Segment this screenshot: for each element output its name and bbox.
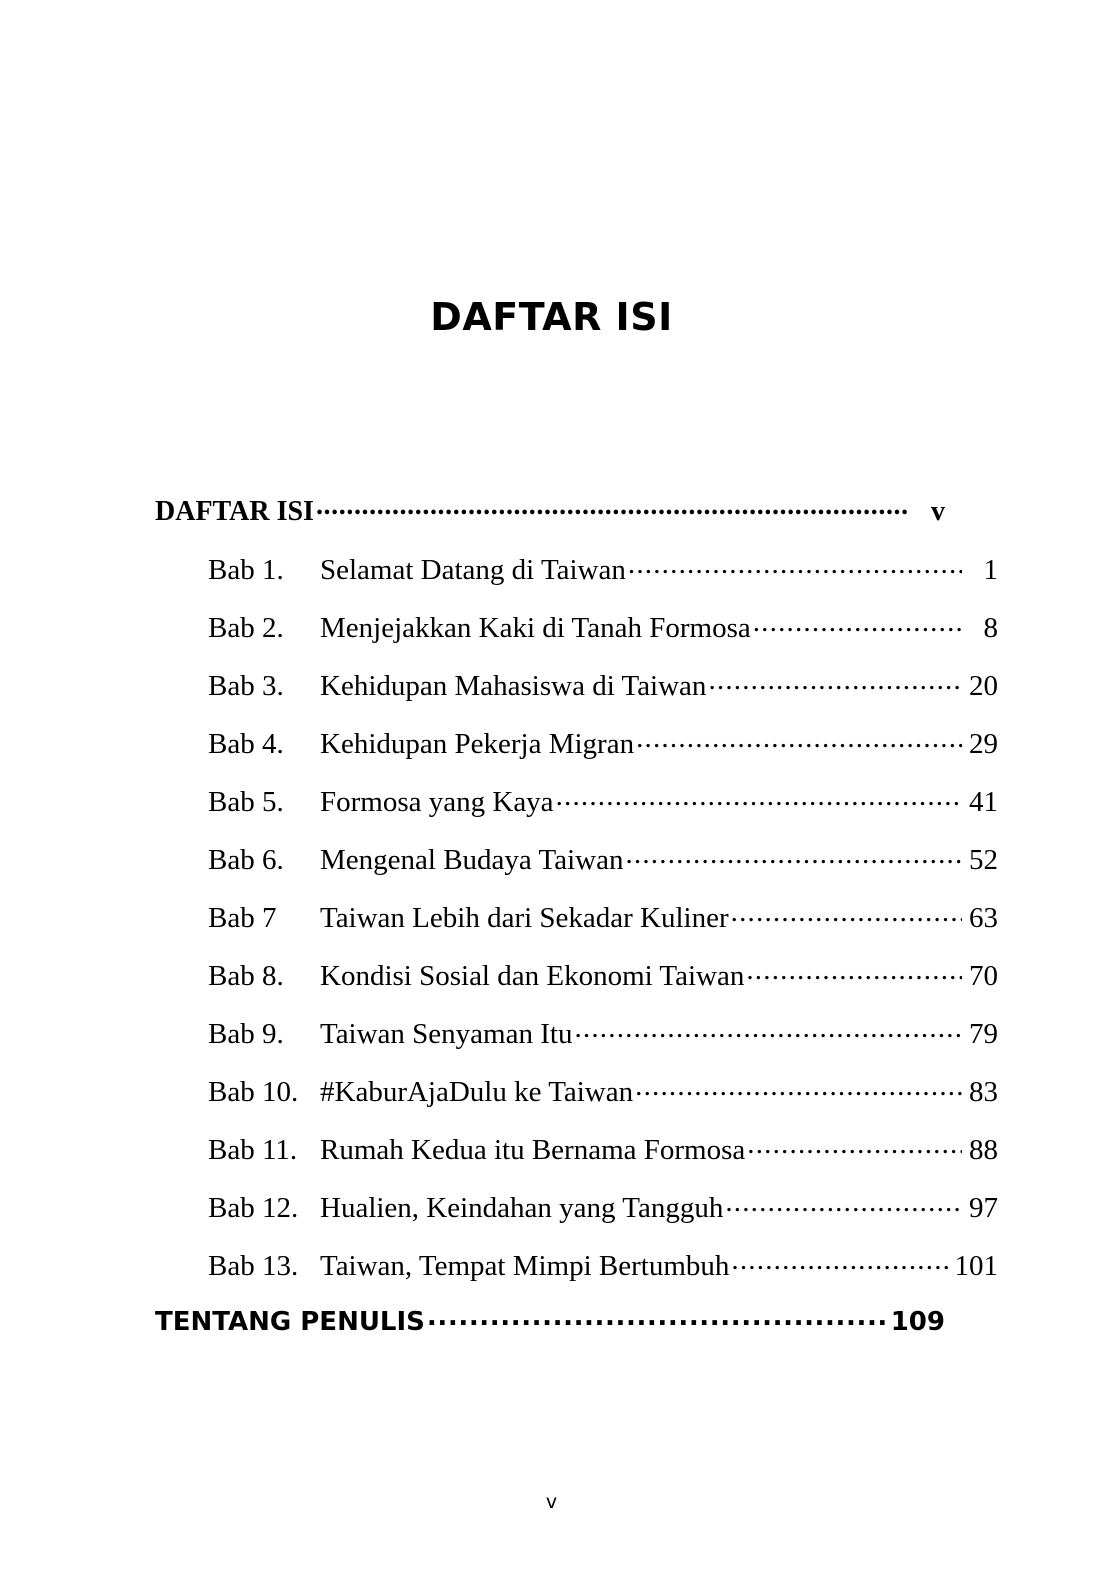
toc-entry-chapter-9[interactable] — [155, 1014, 998, 1049]
toc-entry-label: Bab 9. — [208, 1018, 284, 1050]
toc-entry-chapter-6[interactable] — [155, 840, 998, 875]
toc-entry-title: Taiwan, Tempat Mimpi Bertumbuh — [320, 1250, 730, 1282]
toc-entry-page: 8 — [983, 612, 998, 644]
toc-entry-title: Mengenal Budaya Taiwan — [320, 844, 624, 876]
dot-leader — [636, 724, 962, 753]
toc-entry-page: 83 — [969, 1076, 998, 1108]
dot-leader — [725, 1188, 962, 1217]
toc-entry-page: 29 — [969, 728, 998, 760]
toc-entry-label: Bab 1. — [208, 554, 284, 586]
toc-entry-chapter-1[interactable] — [155, 550, 998, 585]
dot-leader — [746, 956, 962, 985]
toc-entry-title: Kondisi Sosial dan Ekonomi Taiwan — [320, 960, 745, 992]
toc-entry-chapter-7[interactable] — [155, 898, 998, 933]
toc-entry-page: 109 — [890, 1307, 945, 1337]
toc-entry-chapter-10[interactable] — [155, 1072, 998, 1107]
toc-entry-page: 88 — [969, 1134, 998, 1166]
toc-entry-page: 20 — [969, 670, 998, 702]
toc-entry-title: Kehidupan Pekerja Migran — [320, 728, 635, 760]
dot-leader — [625, 840, 962, 869]
toc-entry-title: Taiwan Lebih dari Sekadar Kuliner — [320, 902, 729, 934]
toc-entry-chapter-3[interactable] — [155, 666, 998, 701]
toc-entry-label: Bab 5. — [208, 786, 284, 818]
toc-entry-chapter-13[interactable] — [155, 1246, 998, 1281]
toc-entry-page: 63 — [969, 902, 998, 934]
dot-leader — [708, 666, 962, 695]
toc-entry-title: Formosa yang Kaya — [320, 786, 554, 818]
toc-entry-label: TENTANG PENULIS — [155, 1307, 425, 1337]
toc-entry-title: Hualien, Keindahan yang Tangguh — [320, 1192, 724, 1224]
toc-entry-label: Bab 11. — [208, 1134, 298, 1166]
dot-leader — [635, 1072, 962, 1101]
toc-entry-chapter-4[interactable] — [155, 724, 998, 759]
toc-entry-label: Bab 7 — [208, 902, 277, 934]
toc-entry-page: 70 — [969, 960, 998, 992]
toc-entry-title: Selamat Datang di Taiwan — [320, 554, 626, 586]
dot-leader — [427, 1304, 889, 1330]
toc-entry-page: v — [931, 496, 945, 527]
toc-entry-label: Bab 12. — [208, 1192, 299, 1224]
toc-entry-page: 1 — [983, 554, 998, 586]
toc-entry-label: Bab 10. — [208, 1076, 299, 1108]
toc-entry-front-matter[interactable] — [155, 492, 945, 526]
toc-entry-label: Bab 3. — [208, 670, 284, 702]
dot-leader — [747, 1130, 962, 1159]
dot-leader — [556, 782, 962, 811]
toc-entry-page: 101 — [954, 1250, 998, 1282]
dot-leader — [731, 898, 962, 927]
toc-entry-title: Menjejakkan Kaki di Tanah Formosa — [320, 612, 751, 644]
toc-entry-title: #KaburAjaDulu ke Taiwan — [320, 1076, 634, 1108]
toc-entry-back-matter[interactable] — [155, 1304, 945, 1335]
toc-entry-label: Bab 4. — [208, 728, 284, 760]
toc-entry-title: Rumah Kedua itu Bernama Formosa — [320, 1134, 746, 1166]
toc-entry-title: Taiwan Senyaman Itu — [320, 1018, 573, 1050]
toc-entry-label: Bab 6. — [208, 844, 284, 876]
toc-entry-page: 79 — [969, 1018, 998, 1050]
toc-entry-chapter-12[interactable] — [155, 1188, 998, 1223]
toc-entry-chapter-11[interactable] — [155, 1130, 998, 1165]
toc-entry-page: 97 — [969, 1192, 998, 1224]
toc-entry-page: 41 — [969, 786, 998, 818]
toc-entry-label: Bab 2. — [208, 612, 284, 644]
page-folio: v — [545, 1491, 558, 1513]
toc-entry-chapter-2[interactable] — [155, 608, 998, 643]
dot-leader — [753, 608, 962, 637]
dot-leader — [574, 1014, 962, 1043]
page-title: DAFTAR ISI — [430, 295, 673, 339]
toc-entry-chapter-5[interactable] — [155, 782, 998, 817]
toc-entry-label: Bab 8. — [208, 960, 284, 992]
toc-entry-label: DAFTAR ISI — [155, 496, 314, 527]
toc-entry-page: 52 — [969, 844, 998, 876]
table-of-contents — [155, 492, 998, 1337]
dot-leader — [731, 1246, 952, 1275]
toc-entry-label: Bab 13. — [208, 1250, 299, 1282]
dot-leader — [316, 492, 909, 520]
toc-entry-title: Kehidupan Mahasiswa di Taiwan — [320, 670, 707, 702]
dot-leader — [628, 550, 962, 579]
toc-entry-chapter-8[interactable] — [155, 956, 998, 991]
